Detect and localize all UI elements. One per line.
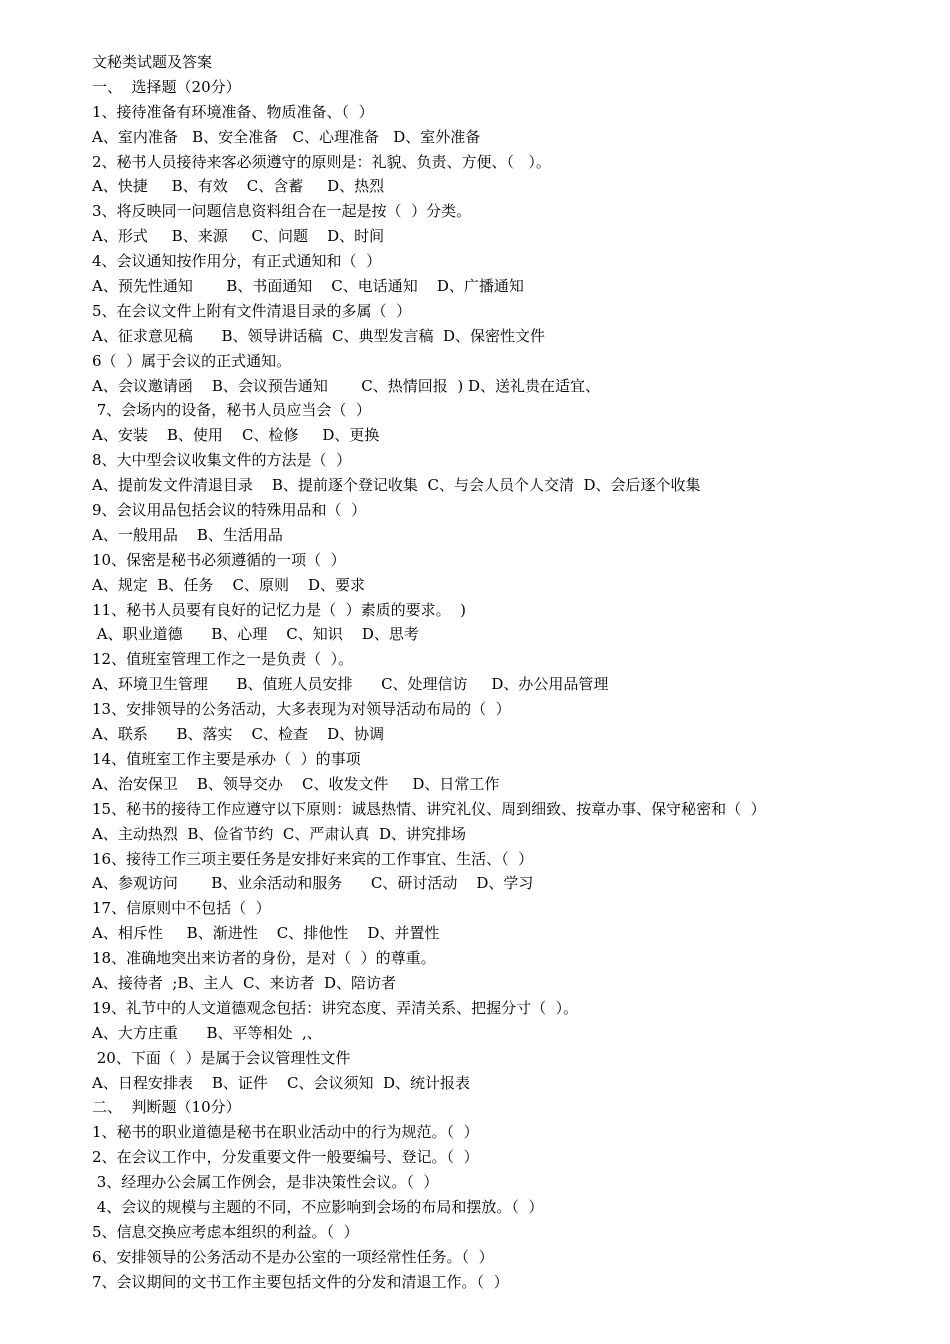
judgment-1: 1、秘书的职业道德是秘书在职业活动中的行为规范。（ ） xyxy=(92,1123,479,1142)
options-3: A、形式 B、来源 C、问题 D、时间 xyxy=(92,227,385,246)
options-9: A、一般用品 B、生活用品 xyxy=(92,525,283,544)
question-1: 1、接待准备有环境准备、物质准备、（ ） xyxy=(92,102,374,121)
question-14: 14、值班室工作主要是承办（ ）的事项 xyxy=(92,749,361,768)
question-17: 17、信原则中不包括（ ） xyxy=(92,899,271,918)
options-14: A、治安保卫 B、领导交办 C、收发文件 D、日常工作 xyxy=(92,774,500,793)
options-8: A、提前发文件清退目录 B、提前逐个登记收集 C、与会人员个人交清 D、会后逐个收集 xyxy=(92,476,701,495)
judgment-2: 2、在会议工作中，分发重要文件一般要编号、登记。（ ） xyxy=(92,1148,479,1167)
question-5: 5、在会议文件上附有文件清退目录的多属（ ） xyxy=(92,301,412,320)
options-13: A、联系 B、落实 C、检查 D、协调 xyxy=(92,725,385,744)
section-heading-choice: 一、 选择题（20分） xyxy=(92,77,241,96)
judgment-7: 7、会议期间的文书工作主要包括文件的分发和清退工作。（ ） xyxy=(92,1272,509,1291)
options-1: A、室内准备 B、安全准备 C、心理准备 D、室外准备 xyxy=(92,127,481,146)
question-16: 16、接待工作三项主要任务是安排好来宾的工作事宜、生活、（ ） xyxy=(92,849,534,868)
judgment-5: 5、信息交换应考虑本组织的利益。（ ） xyxy=(92,1222,359,1241)
options-4: A、预先性通知 B、书面通知 C、电话通知 D、广播通知 xyxy=(92,277,524,296)
question-20: 20、下面（ ）是属于会议管理性文件 xyxy=(92,1048,351,1067)
question-4: 4、会议通知按作用分，有正式通知和（ ） xyxy=(92,252,382,271)
section-heading-judgment: 二、 判断题（10分） xyxy=(92,1098,241,1117)
judgment-3: 3、经理办公会属工作例会，是非决策性会议。（ ） xyxy=(92,1173,439,1192)
question-8: 8、大中型会议收集文件的方法是（ ） xyxy=(92,451,352,470)
options-11: A、职业道德 B、心理 C、知识 D、思考 xyxy=(92,625,419,644)
options-18: A、接待者 ;B、主人 C、来访者 D、陪访者 xyxy=(92,973,397,992)
question-2: 2、秘书人员接待来客必须遵守的原则是：礼貌、负责、方便、（ ）。 xyxy=(92,152,551,171)
document-page xyxy=(92,50,912,1295)
question-12: 12、值班室管理工作之一是负责（ ）。 xyxy=(92,650,354,669)
question-19: 19、礼节中的人文道德观念包括：讲究态度、弄清关系、把握分寸（ ）。 xyxy=(92,998,579,1017)
options-2: A、快捷 B、有效 C、含蓄 D、热烈 xyxy=(92,177,385,196)
question-10: 10、保密是秘书必须遵循的一项（ ） xyxy=(92,550,346,569)
options-7: A、安装 B、使用 C、检修 D、更换 xyxy=(92,426,380,445)
options-5: A、征求意见稿 B、领导讲话稿 C、典型发言稿 D、保密性文件 xyxy=(92,326,546,345)
judgment-6: 6、安排领导的公务活动不是办公室的一项经常性任务。（ ） xyxy=(92,1247,494,1266)
judgment-4: 4、会议的规模与主题的不同，不应影响到会场的布局和摆放。（ ） xyxy=(92,1197,544,1216)
options-20: A、日程安排表 B、证件 C、会议须知 D、统计报表 xyxy=(92,1073,471,1092)
options-17: A、相斥性 B、渐进性 C、排他性 D、并置性 xyxy=(92,924,440,943)
options-19: A、大方庄重 B、平等相处 ,、 xyxy=(92,1023,322,1042)
document-title: 文秘类试题及答案 xyxy=(92,53,213,71)
question-13: 13、安排领导的公务活动，大多表现为对领导活动布局的（ ） xyxy=(92,700,511,719)
options-6: A、会议邀请函 B、会议预告通知 C、热情回报 ) D、送礼贵在适宜、 xyxy=(92,376,600,395)
options-15: A、主动热烈 B、俭省节约 C、严肃认真 D、讲究排场 xyxy=(92,824,466,843)
options-10: A、规定 B、任务 C、原则 D、要求 xyxy=(92,575,366,594)
question-15: 15、秘书的接待工作应遵守以下原则：诚恳热情、讲究礼仪、周到细致、按章办事、保守秘密和（ ） xyxy=(92,799,766,818)
question-11: 11、秘书人员要有良好的记忆力是（ ）素质的要求。 ) xyxy=(92,600,467,619)
question-6: 6（ ）属于会议的正式通知。 xyxy=(92,351,292,370)
options-12: A、环境卫生管理 B、值班人员安排 C、处理信访 D、办公用品管理 xyxy=(92,675,609,694)
question-3: 3、将反映同一问题信息资料组合在一起是按（ ）分类。 xyxy=(92,202,472,221)
question-7: 7、会场内的设备，秘书人员应当会（ ） xyxy=(92,401,371,420)
question-18: 18、准确地突出来访者的身份，是对（ ）的尊重。 xyxy=(92,949,436,968)
options-16: A、参观访问 B、业余活动和服务 C、研讨活动 D、学习 xyxy=(92,874,534,893)
question-9: 9、会议用品包括会议的特殊用品和（ ） xyxy=(92,501,367,520)
